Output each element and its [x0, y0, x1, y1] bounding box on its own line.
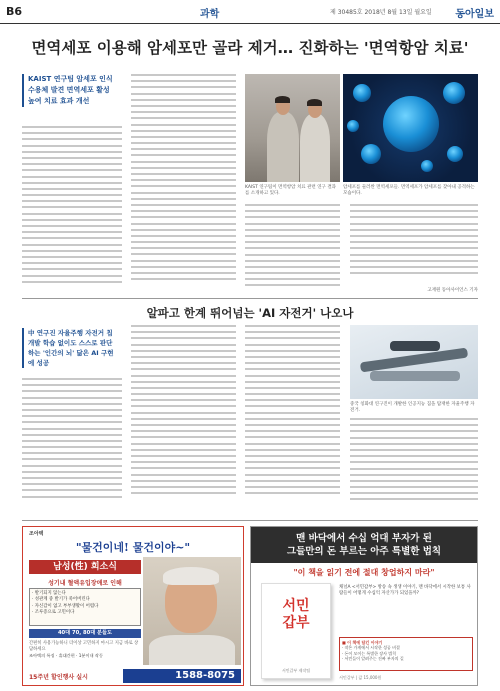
page-number: B6 — [6, 5, 23, 18]
article-divider — [22, 298, 478, 299]
banner-line-1: 맨 바닥에서 수십 억대 부자가 된 — [296, 533, 432, 544]
book-ad[interactable] — [250, 526, 478, 686]
ad-phone-number[interactable]: 1588-8075 — [123, 669, 241, 683]
book-ad-banner — [251, 527, 477, 563]
article2-photo-caption: 중국 칭화대 연구진이 개발한 인공지능 칩을 탑재한 자율주행 자전거. — [350, 402, 475, 413]
ad-note: 간편히 사용가능하니 더이상 고민하지 마시고 지금 바로 상담하세요 — [29, 641, 139, 652]
ad-divider — [22, 520, 478, 521]
newspaper-logo: 동아일보 — [455, 9, 494, 20]
article1-researchers-photo — [245, 74, 340, 182]
book-price: 서민갑부 | 값 15,000원 — [339, 675, 382, 680]
list-item: ■ 이 책에 담긴 이야기 — [342, 640, 383, 645]
book-title-line-2: 갑부 — [282, 615, 310, 631]
article2-subhead: 中 연구진 자율주행 자전거 칩 개발 학습 없이도 스스로 판단하는 '인간의 뇌' 닮은 AI 구현에 성공 — [22, 328, 118, 368]
ad-brand: 조아텍 — [29, 531, 44, 537]
article1-photo1-caption: KAIST 연구팀이 면역항암 치료 관련 연구 결과를 소개하고 있다. — [245, 185, 337, 196]
ad-model-photo — [143, 557, 241, 665]
book-cover — [261, 583, 331, 679]
book-ad-hook: "이 책을 읽기 전에 절대 창업하지 마라" — [293, 567, 435, 577]
article1-body-col4 — [350, 204, 478, 284]
article1-body-col3 — [245, 204, 340, 296]
article2-body-col4 — [350, 418, 478, 513]
ad-symptom-list — [29, 588, 141, 626]
ad-hook-text: "물건이네! 물건이야~" — [75, 541, 191, 554]
ad-title: 남성(性) 희소식 — [29, 560, 141, 574]
list-item: · 서민들이 알려주는 진짜 부자의 길 — [342, 656, 404, 662]
page-header — [0, 0, 500, 24]
ad-age-banner: 40대 70, 80대 분들도 — [29, 629, 141, 638]
book-publisher: 서민갑부 제작팀 — [281, 668, 311, 673]
health-product-ad[interactable] — [22, 526, 244, 686]
article1-body-col1 — [22, 126, 122, 296]
issue-info: 제 30485호 2018년 8월 13일 월요일 — [330, 9, 432, 16]
book-contents-box — [339, 637, 473, 671]
article1-subhead: KAIST 연구팀 암세포 인식 수용체 발견 면역세포 활성 높여 치료 효과 개선 — [22, 74, 118, 107]
article2-bicycle-photo — [350, 325, 478, 399]
list-item: · 자신감이 없고 부부생활이 어렵다 — [32, 603, 99, 609]
article1-body-col2 — [131, 74, 236, 296]
article1-headline: 면역세포 이용해 암세포만 골라 제거… 진화하는 '면역항암 치료' — [31, 39, 469, 57]
article2-body-col3 — [245, 325, 340, 513]
ad-subtitle: 성기내 혈액유입장애로 인해 — [48, 580, 122, 587]
section-label: 과학 — [200, 9, 220, 20]
list-item: · 성관계 중 발기가 죽어버린다 — [32, 597, 90, 603]
article2-body-col2 — [131, 325, 236, 513]
article2-headline: 알파고 한계 뛰어넘는 'AI 자전거' 나오나 — [146, 306, 354, 320]
article1-byline: 고재원 동아사이언스 기자 — [427, 288, 478, 293]
list-item: · 돈이 모이는 특별한 장사 법칙 — [342, 650, 396, 656]
book-blurb: 채널A <서민갑부> 방송 속 생생 이야기, 맨 바닥에서 시작한 보통 사람들이 어떻게 수십억 자산가가 되었을까? — [339, 585, 471, 597]
article1-cell-image — [343, 74, 478, 182]
ad-features: 조아텍의 특징 · 휴대간편 · 1분이내 작동 — [29, 653, 103, 658]
list-item: · 조루증으로 고민이다 — [32, 610, 75, 616]
list-item: · 발기되지 않는다 — [32, 591, 66, 596]
banner-line-2: 그들만의 돈 부르는 아주 특별한 법칙 — [286, 546, 442, 557]
ad-promo-label: 15주년 할인행사 실시 — [29, 674, 88, 681]
article1-photo2-caption: 암세포를 둘러싼 면역세포들. 면역세포가 암세포를 찾아내 공격하는 모습이다. — [343, 185, 475, 196]
book-title-line-1: 서민 — [282, 598, 310, 614]
article2-body-col1 — [22, 378, 122, 513]
list-item: · 작은 가게에서 시작한 성공 비결 — [342, 645, 400, 651]
